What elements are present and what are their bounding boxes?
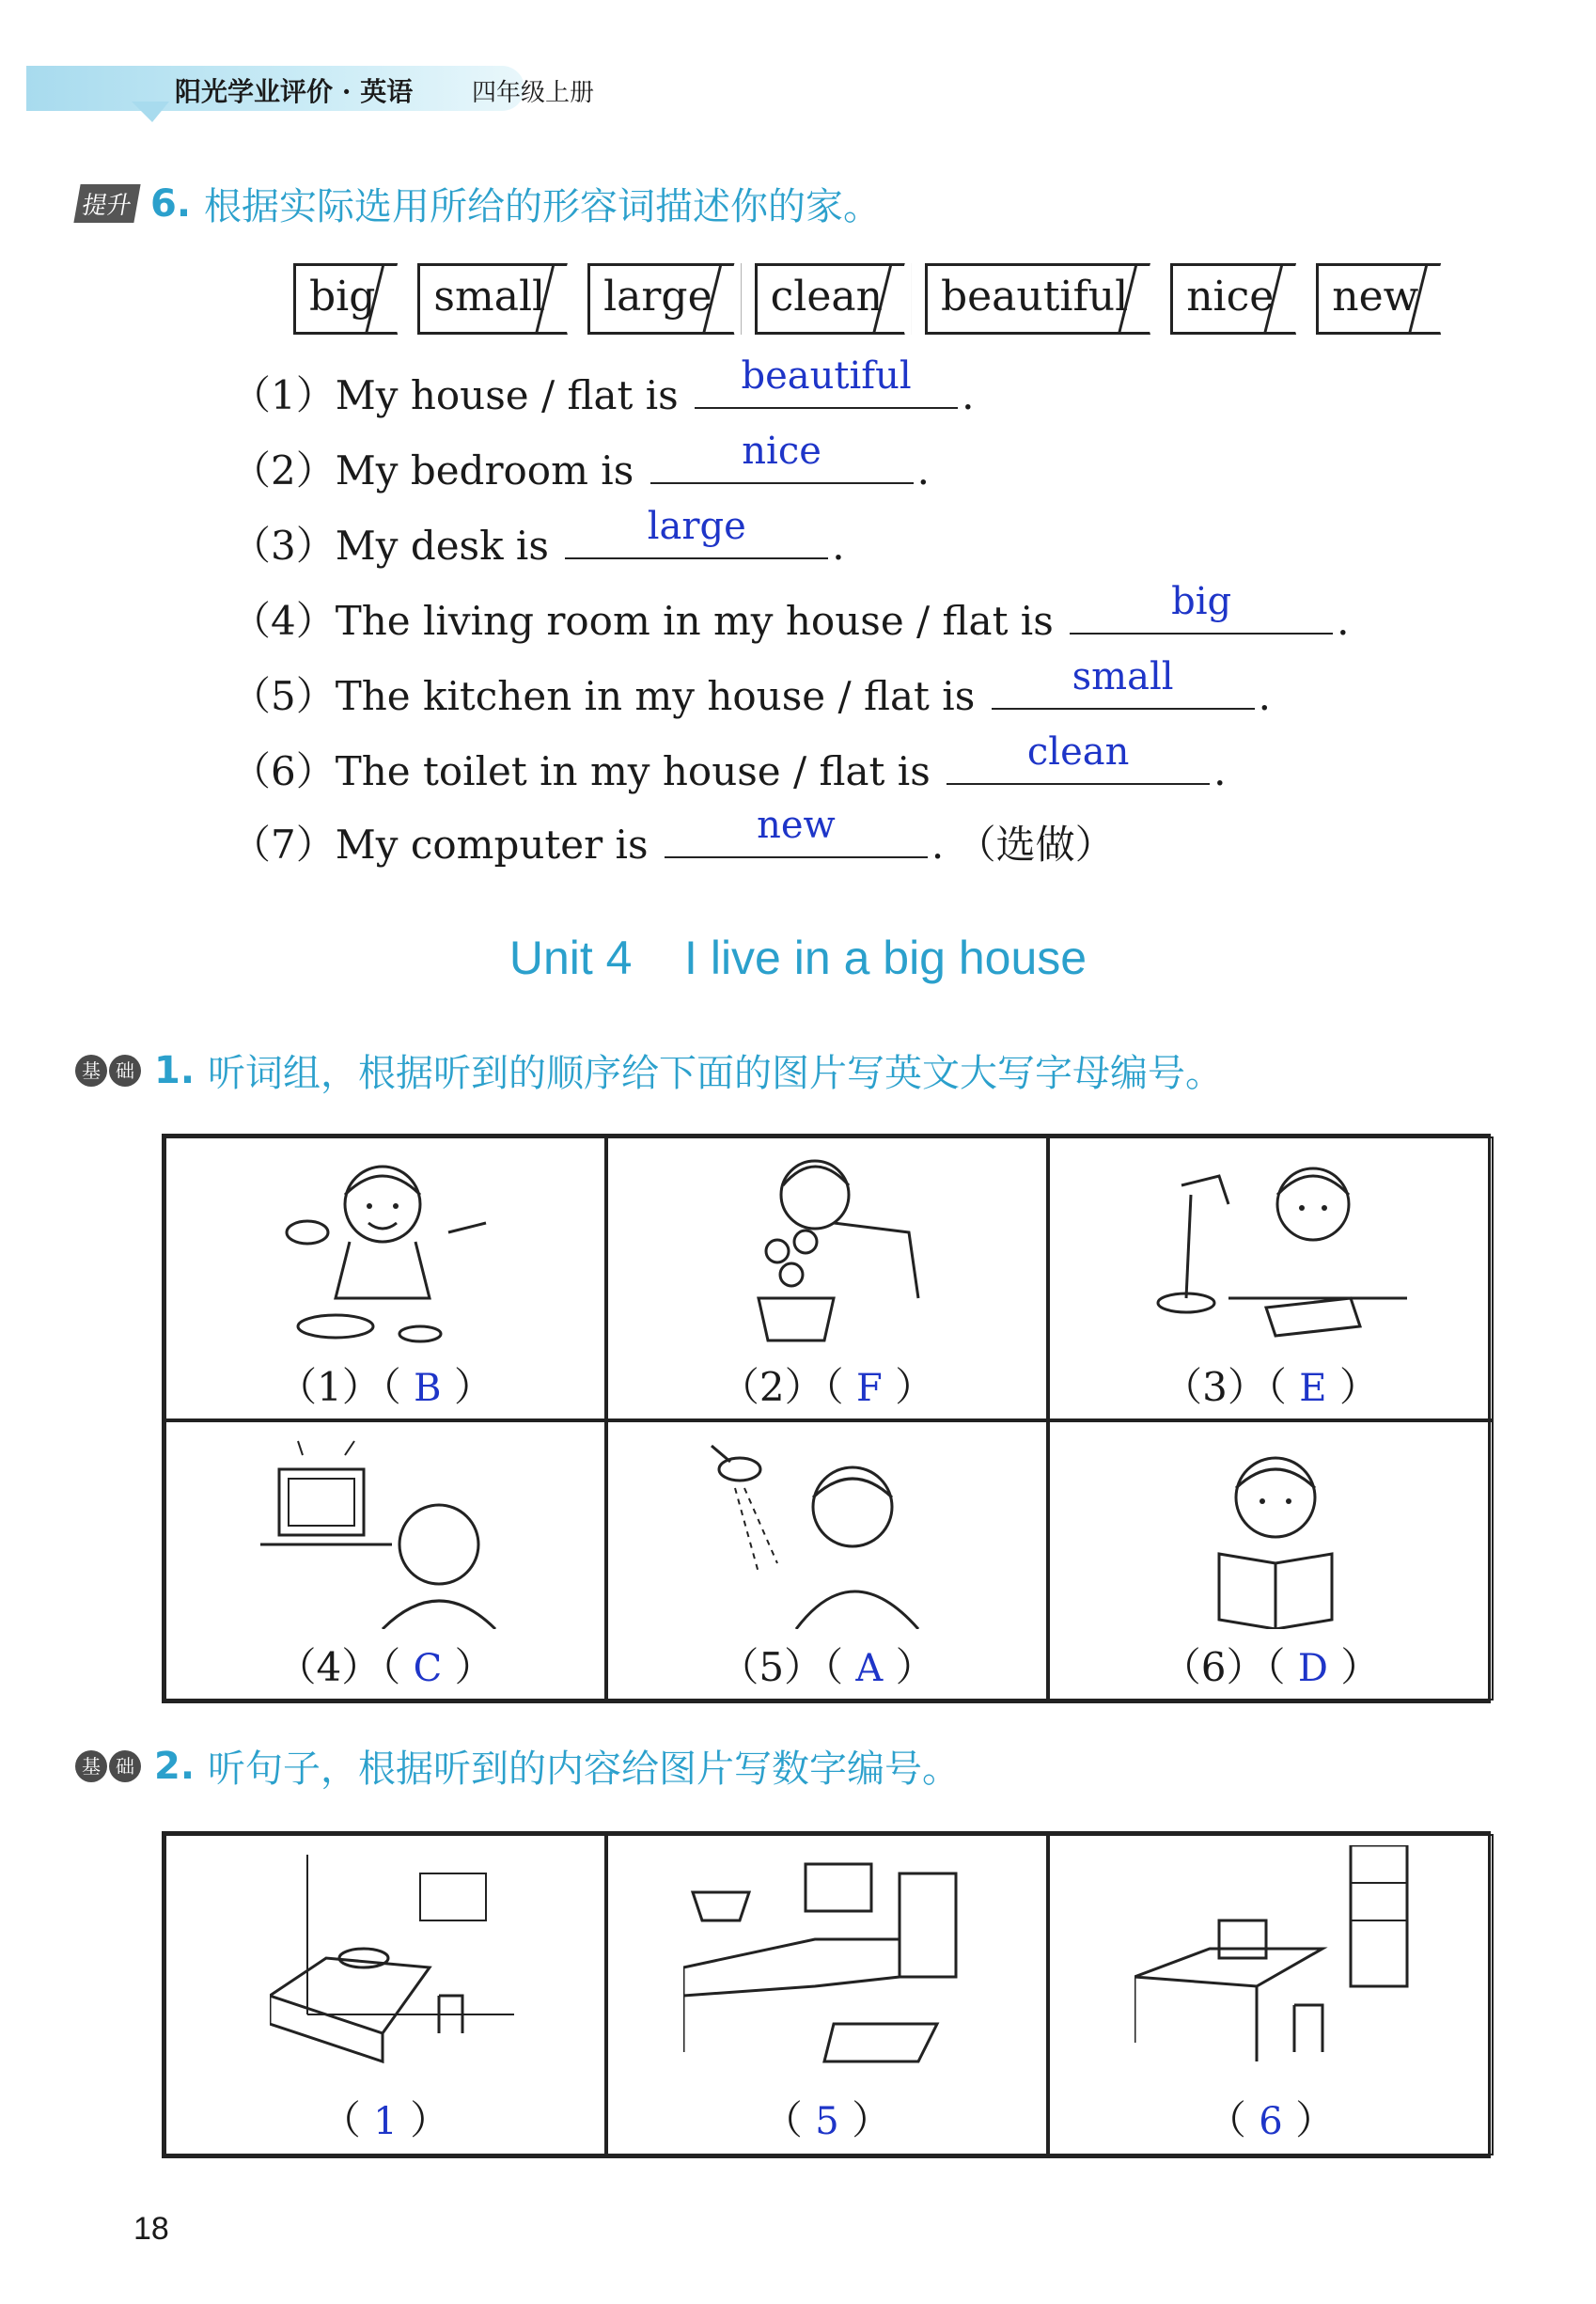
answer-letter[interactable]: D <box>1297 1647 1328 1690</box>
word-box: beautiful <box>925 263 1157 335</box>
boy-taking-shower-icon <box>702 1432 956 1629</box>
word-box: clean <box>755 263 912 335</box>
word-box: small <box>417 263 574 335</box>
q1-label-3: （3）（ E ） <box>1163 1364 1379 1410</box>
q6-heading <box>77 177 881 230</box>
q6-item-5: （5）The kitchen in my house / flat is small . <box>231 655 1271 719</box>
answer-number[interactable]: 5 <box>815 2100 839 2143</box>
q2-picture-grid <box>162 1831 1491 2158</box>
q2-heading <box>75 1739 960 1793</box>
q2-label-3: （ 6 ） <box>1206 2097 1336 2143</box>
boy-watering-flowers-icon <box>721 1148 947 1345</box>
q6-number: 6. <box>150 181 192 226</box>
study-room-icon <box>1134 1845 1435 2080</box>
q2-instruction: 听句子，根据听到的内容给图片写数字编号。 <box>208 1748 961 1791</box>
kitchen-icon <box>683 1845 984 2080</box>
word-box: new <box>1316 263 1447 335</box>
word-box: big <box>293 263 404 335</box>
answer-letter[interactable]: F <box>855 1367 883 1410</box>
answer-blank[interactable]: beautiful <box>695 369 958 409</box>
boy-watching-tv-icon <box>260 1432 505 1629</box>
boy-doing-homework-icon <box>1134 1148 1416 1345</box>
book-title: 阳光学业评价 · 英语 <box>175 76 414 107</box>
q1-cell-2 <box>606 1136 1048 1420</box>
q2-cell-2 <box>606 1834 1048 2155</box>
q6-tag: 提升 <box>73 184 140 223</box>
answer-blank[interactable]: clean <box>947 745 1210 785</box>
q1-cell-6 <box>1048 1420 1494 1701</box>
q6-item-7: （7）My computer is new . （选做） <box>231 804 1115 868</box>
q2-label-1: （ 1 ） <box>321 2097 450 2143</box>
word-box: large <box>587 263 742 335</box>
book-grade: 四年级上册 <box>472 79 595 107</box>
q1-label-4: （4）（ C ） <box>276 1644 494 1690</box>
answer-letter[interactable]: C <box>413 1647 443 1690</box>
q1-cell-5 <box>606 1420 1048 1701</box>
q1-instruction: 听词组，根据听到的顺序给下面的图片写英文大写字母编号。 <box>208 1052 1224 1095</box>
answer-letter[interactable]: A <box>855 1647 884 1690</box>
q6-item-1: （1）My house / flat is beautiful . <box>231 354 975 418</box>
bedroom-icon <box>270 1855 514 2071</box>
q6-instruction: 根据实际选用所给的形容词描述你的家。 <box>204 185 882 228</box>
answer-blank[interactable]: large <box>565 520 828 559</box>
q1-cell-1 <box>164 1136 606 1420</box>
answer-blank[interactable]: big <box>1070 595 1333 635</box>
answer-blank[interactable]: new <box>665 819 928 858</box>
q6-item-6: （6）The toilet in my house / flat is clean . <box>231 730 1227 794</box>
header-banner-tail <box>132 102 169 122</box>
answer-blank[interactable]: small <box>992 670 1255 710</box>
boy-reading-book-icon <box>1181 1432 1369 1629</box>
q1-number: 1. <box>154 1048 196 1092</box>
basic-badge: 基 础 <box>75 1750 141 1782</box>
basic-badge: 基 础 <box>75 1055 141 1087</box>
q6-item-4: （4）The living room in my house / flat is big . <box>231 580 1350 644</box>
q1-label-1: （1）（ B ） <box>277 1364 493 1410</box>
answer-letter[interactable]: E <box>1299 1367 1327 1410</box>
q1-label-5: （5）（ A ） <box>719 1644 935 1690</box>
q1-label-2: （2）（ F ） <box>719 1364 935 1410</box>
answer-blank[interactable]: nice <box>650 445 914 484</box>
q2-label-2: （ 5 ） <box>762 2097 892 2143</box>
unit-title: Unit 4 I live in a big house <box>509 932 1087 984</box>
q2-cell-1 <box>164 1834 606 2155</box>
q2-number: 2. <box>154 1744 196 1788</box>
q1-heading <box>75 1043 1223 1097</box>
word-bank <box>293 263 1447 335</box>
word-box: nice <box>1170 263 1303 335</box>
answer-letter[interactable]: B <box>414 1367 442 1410</box>
q1-cell-4 <box>164 1420 606 1701</box>
answer-number[interactable]: 1 <box>373 2100 398 2143</box>
boy-eating-icon <box>270 1148 495 1345</box>
q1-picture-grid <box>162 1134 1491 1703</box>
q6-item-2: （2）My bedroom is nice . <box>231 430 930 494</box>
answer-number[interactable]: 6 <box>1259 2100 1283 2143</box>
q1-cell-3 <box>1048 1136 1494 1420</box>
page-number: 18 <box>133 2211 169 2247</box>
q1-label-6: （6）（ D ） <box>1161 1644 1381 1690</box>
q2-cell-3 <box>1048 1834 1494 2155</box>
q6-item-3: （3）My desk is large . <box>231 505 845 569</box>
